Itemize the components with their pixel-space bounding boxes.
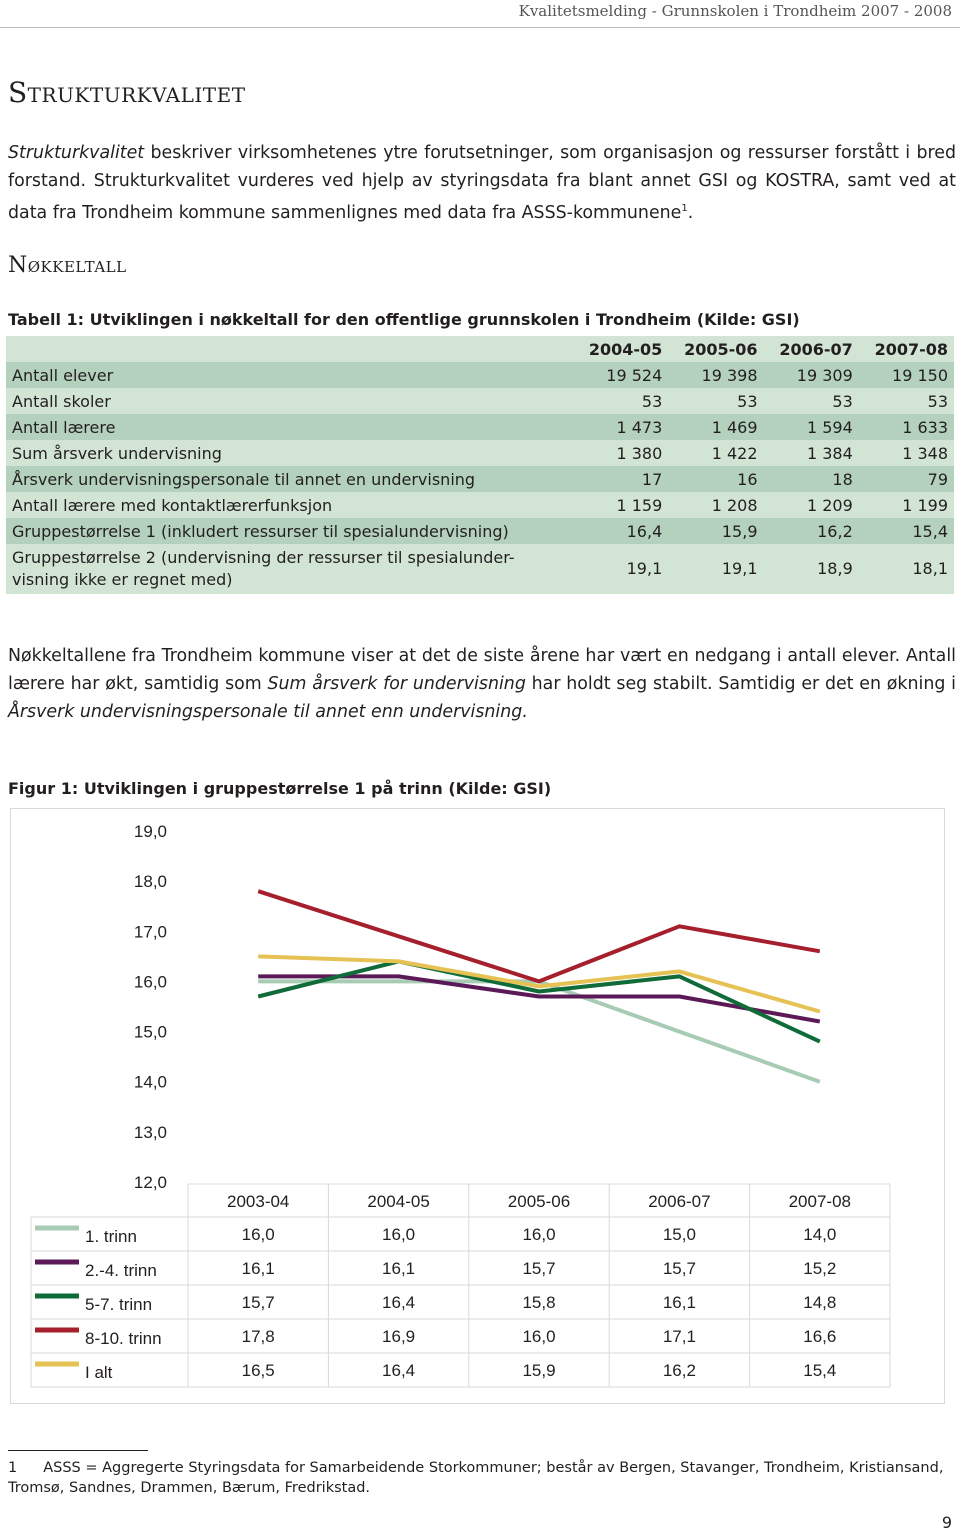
cell-value: 1 159 — [616, 495, 663, 515]
cell-value: 1 199 — [902, 495, 948, 515]
data-value-label: 16,1 — [662, 1293, 696, 1312]
table-row — [6, 440, 954, 466]
row-label: Sum årsverk undervisning — [12, 443, 222, 463]
table-caption: Tabell 1: Utviklingen i nøkkeltall for den offentlige grunnskolen i Trondheim (Kilde: GSI) — [8, 310, 800, 329]
y-tick-label: 18,0 — [133, 872, 167, 892]
y-tick-label: 19,0 — [133, 822, 167, 841]
legend-label: 8-10. trinn — [85, 1329, 162, 1348]
legend-label: 2.-4. trinn — [85, 1261, 157, 1280]
x-category-label: 2003-04 — [227, 1192, 290, 1211]
cell-value: 19 398 — [701, 365, 758, 385]
y-tick-label: 15,0 — [133, 1022, 167, 1042]
cell-value: 19 309 — [796, 365, 853, 385]
series-line — [258, 961, 820, 1041]
footnote-reference: 1 — [681, 203, 688, 214]
series-line — [258, 891, 820, 981]
cell-value: 1 348 — [902, 443, 948, 463]
data-value-label: 14,0 — [803, 1225, 837, 1244]
cell-value: 15,9 — [721, 521, 758, 541]
cell-value: 53 — [641, 391, 663, 411]
cell-value: 1 469 — [711, 417, 758, 437]
cell-value: 16 — [737, 469, 758, 489]
row-label: Antall lærere med kontaktlærerfunksjon — [12, 495, 333, 515]
data-value-label: 15,7 — [662, 1259, 696, 1278]
data-value-label: 16,9 — [382, 1327, 416, 1346]
figure-caption: Figur 1: Utviklingen i gruppestørrelse 1 på trinn (Kilde: GSI) — [8, 779, 552, 798]
section-title: Strukturkvalitet — [8, 76, 246, 109]
cell-value: 19,1 — [626, 559, 663, 578]
data-value-label: 16,1 — [382, 1259, 416, 1278]
footnote-text: ASSS = Aggregerte Styringsdata for Samarbeidende Storkommuner; består av Bergen, Stavanger, Trondheim, Kristiansand, Tromsø, Sandnes, Drammen, Bærum, Fredrikstad. — [8, 1460, 944, 1496]
running-header: Kvalitetsmelding - Grunnskolen i Trondheim 2007 - 2008 — [518, 2, 952, 20]
legend-label: 1. trinn — [85, 1227, 137, 1246]
x-category-label: 2005-06 — [507, 1192, 571, 1211]
x-category-label: 2004-05 — [367, 1192, 430, 1211]
intro-paragraph — [8, 139, 956, 227]
data-value-label: 15,7 — [241, 1293, 275, 1312]
data-value-label: 16,0 — [241, 1225, 275, 1244]
table-row — [6, 388, 954, 414]
data-value-label: 15,8 — [522, 1293, 556, 1312]
cell-value: 18 — [832, 469, 853, 489]
row-label — [6, 544, 573, 594]
cell-value: 1 380 — [616, 443, 663, 463]
table-row — [6, 518, 954, 544]
row-label: Antall skoler — [12, 391, 111, 411]
cell-value: 79 — [927, 469, 948, 489]
body-text-1: Nøkkeltallene fra Trondheim kommune viser at det de siste årene har vært en nedgang i antall elever. Antall lærere har økt, samtidig som — [8, 646, 956, 694]
cell-value: 18,9 — [817, 559, 853, 578]
data-value-label: 16,4 — [382, 1361, 416, 1380]
x-category-label: 2006-07 — [648, 1192, 711, 1211]
cell-value: 53 — [927, 391, 948, 411]
data-value-label: 16,4 — [382, 1293, 416, 1312]
data-value-label: 16,0 — [382, 1225, 416, 1244]
cell-value: 1 384 — [806, 443, 853, 463]
table-header-2006-07: 2006-07 — [779, 339, 853, 359]
cell-value: 53 — [832, 391, 853, 411]
x-category-label: 2007-08 — [788, 1192, 851, 1211]
data-value-label: 16,0 — [522, 1225, 556, 1244]
cell-value: 1 594 — [806, 417, 853, 437]
table-header-empty — [6, 336, 573, 362]
table-row — [6, 492, 954, 518]
data-value-label: 16,2 — [662, 1361, 696, 1380]
table-header-2007-08: 2007-08 — [874, 339, 948, 359]
y-tick-label: 16,0 — [133, 972, 167, 992]
cell-value: 19,1 — [721, 559, 758, 578]
data-value-label: 16,6 — [803, 1327, 837, 1346]
data-value-label: 16,5 — [241, 1361, 275, 1380]
y-tick-label: 17,0 — [133, 922, 167, 942]
subsection-title: Nøkkeltall — [8, 253, 127, 278]
y-tick-label: 13,0 — [133, 1122, 167, 1142]
cell-value: 1 208 — [711, 495, 758, 515]
line-chart — [11, 809, 944, 1403]
data-value-label: 15,9 — [522, 1361, 556, 1380]
data-value-label: 16,0 — [522, 1327, 556, 1346]
cell-value: 53 — [737, 391, 758, 411]
key-figures-table — [6, 336, 954, 594]
table-row — [6, 466, 954, 492]
page-number: 9 — [941, 1513, 952, 1532]
body-italic-1: Sum årsverk for undervisning — [267, 674, 526, 694]
cell-value: 16,4 — [626, 521, 663, 541]
cell-value: 19 524 — [606, 365, 663, 385]
row-label-line: Gruppestørrelse 2 (undervisning der ressurser til spesialunder- — [12, 548, 515, 567]
row-label: Antall lærere — [12, 417, 116, 437]
cell-value: 1 633 — [902, 417, 948, 437]
footnote-number: 1 — [8, 1460, 18, 1476]
y-tick-label: 12,0 — [133, 1173, 167, 1192]
row-label: Årsverk undervisningspersonale til annet en undervisning — [12, 469, 476, 489]
table-row — [6, 544, 954, 594]
legend-label: 5-7. trinn — [85, 1295, 153, 1314]
table-header-2004-05: 2004-05 — [588, 339, 663, 359]
data-value-label: 15,4 — [803, 1361, 837, 1380]
footnote — [8, 1458, 956, 1498]
data-value-label: 14,8 — [803, 1293, 837, 1312]
data-value-label: 15,7 — [522, 1259, 556, 1278]
table-header-2005-06: 2005-06 — [684, 339, 758, 359]
intro-end: . — [687, 202, 694, 223]
table-row — [6, 362, 954, 388]
intro-term: Strukturkvalitet — [8, 143, 145, 163]
header-rule — [0, 27, 960, 28]
cell-value: 19 150 — [892, 365, 948, 385]
table-header-row — [6, 336, 954, 362]
body-italic-2: Årsverk undervisningspersonale til annet enn undervisning. — [8, 702, 528, 722]
data-value-label: 15,0 — [662, 1225, 696, 1244]
cell-value: 15,4 — [912, 521, 948, 541]
cell-value: 1 209 — [806, 495, 853, 515]
data-value-label: 17,1 — [662, 1327, 696, 1346]
figure-1-chart — [10, 808, 945, 1404]
table-row — [6, 414, 954, 440]
cell-value: 16,2 — [817, 521, 853, 541]
legend-label: I alt — [85, 1363, 113, 1382]
body-text-2: har holdt seg stabilt. Samtidig er det en økning i — [525, 674, 957, 694]
intro-text: beskriver virksomhetenes ytre forutsetninger, som organisasjon og ressurser forstått i bred forstand. Strukturkvalitet vurderes ved hjelp av styringsdata fra blant annet GSI og KOSTRA, samt ved at data fra Trondheim kommune sammenlignes med data fra ASSS-kommunene — [8, 143, 956, 223]
y-tick-label: 14,0 — [133, 1072, 167, 1092]
data-value-label: 15,2 — [803, 1259, 837, 1278]
body-paragraph — [8, 642, 956, 726]
row-label: Antall elever — [12, 365, 114, 385]
footnote-rule — [8, 1450, 148, 1451]
row-label: Gruppestørrelse 1 (inkludert ressurser til spesialundervisning) — [12, 521, 509, 541]
data-value-label: 16,1 — [241, 1259, 275, 1278]
data-value-label: 17,8 — [241, 1327, 275, 1346]
cell-value: 17 — [641, 469, 663, 489]
cell-value: 1 473 — [616, 417, 663, 437]
cell-value: 18,1 — [912, 559, 948, 578]
row-label-line: visning ikke er regnet med) — [12, 570, 233, 589]
cell-value: 1 422 — [711, 443, 758, 463]
